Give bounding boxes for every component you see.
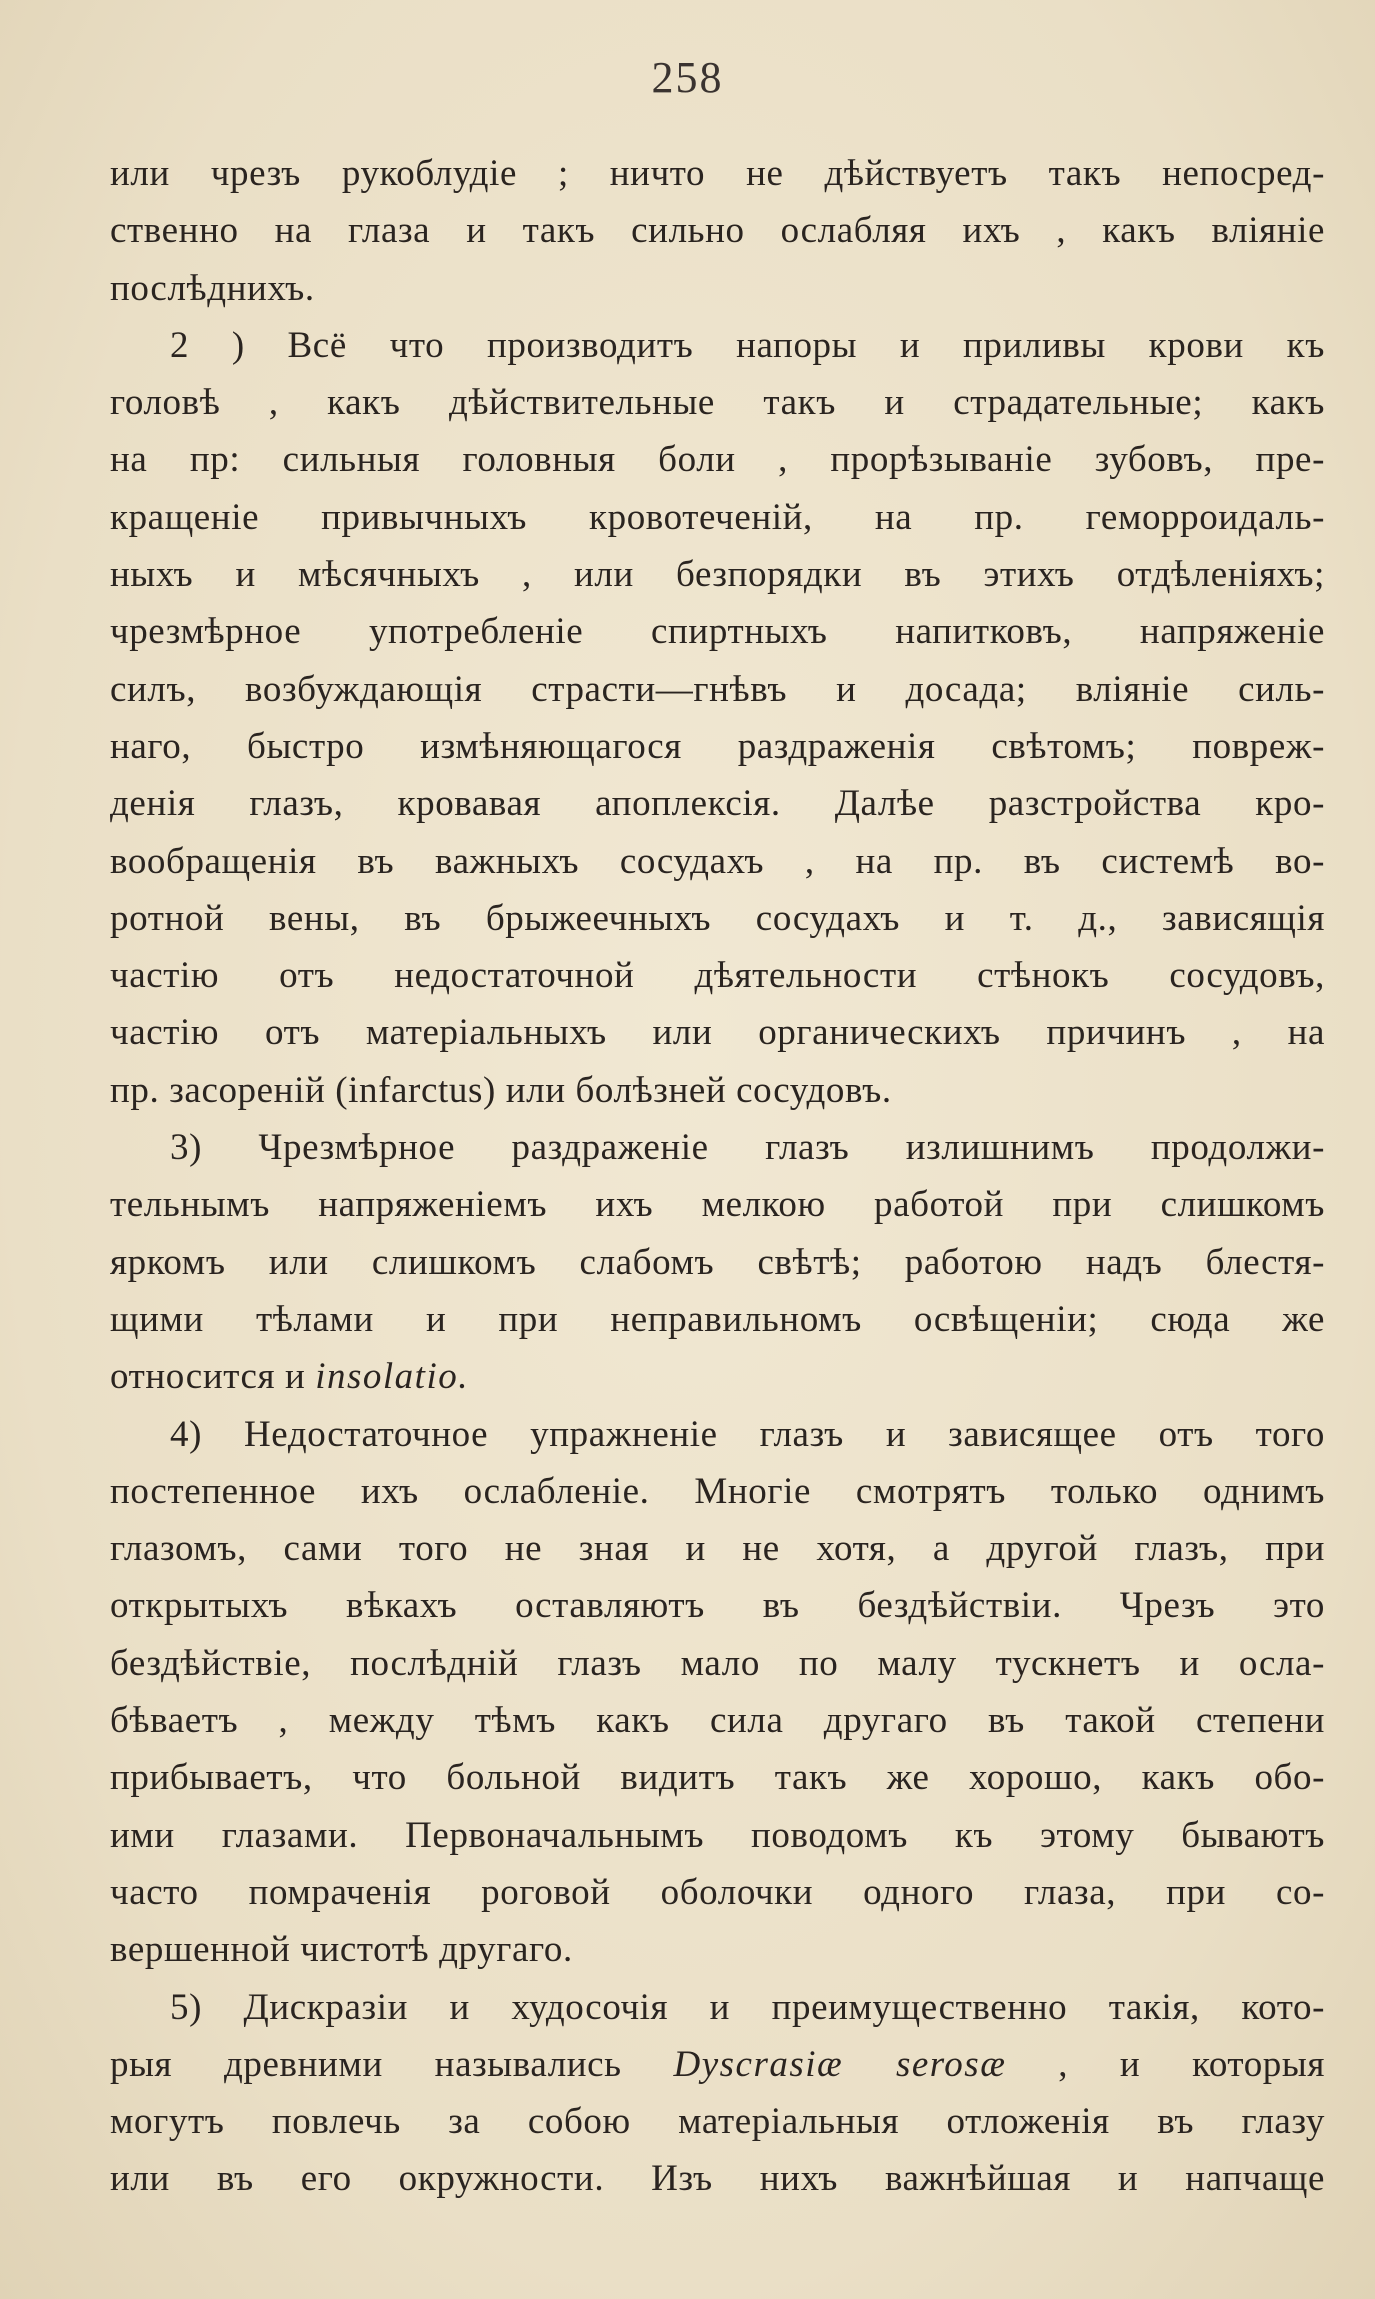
text-line: или чрезъ рукоблудіе ; ничто не дѣйствуетъ такъ непосред- bbox=[110, 153, 1325, 194]
text-line: 4) Недостаточное упражненіе глазъ и зависящее отъ того bbox=[170, 1413, 1325, 1455]
latin-term: Dyscrasiæ serosæ bbox=[673, 2043, 1007, 2085]
text-line: открытыхъ вѣкахъ оставляютъ въ бездѣйствіи. Чрезъ это bbox=[110, 1585, 1325, 1627]
text-line: тельнымъ напряженіемъ ихъ мелкою работой при слишкомъ bbox=[110, 1184, 1325, 1226]
text-line: постепенное ихъ ослабленіе. Многіе смотрятъ только однимъ bbox=[110, 1470, 1325, 1512]
text-line: частію отъ матеріальныхъ или органическихъ причинъ , на bbox=[110, 1012, 1325, 1054]
text-line: вершенной чистотѣ другаго. bbox=[110, 1929, 573, 1971]
text-line: на пр: сильныя головныя боли , прорѣзываніе зубовъ, пре- bbox=[110, 439, 1325, 481]
text-line: яркомъ или слишкомъ слабомъ свѣтѣ; работою надъ блестя- bbox=[110, 1241, 1325, 1283]
text-line: ротной вены, въ брыжеечныхъ сосудахъ и т. д., зависящія bbox=[110, 897, 1325, 939]
text-line: прибываетъ, что больной видитъ такъ же хорошо, какъ обо- bbox=[110, 1757, 1325, 1799]
text-line: чрезмѣрное употребленіе спиртныхъ напитковъ, напряженіе bbox=[110, 611, 1325, 653]
text-line: частію отъ недостаточной дѣятельности стѣнокъ сосудовъ, bbox=[110, 955, 1325, 997]
text-line: ныхъ и мѣсячныхъ , или безпорядки въ этихъ отдѣленіяхъ; bbox=[110, 554, 1325, 596]
text-line: 2 ) Всё что производитъ напоры и приливы крови къ bbox=[170, 324, 1325, 366]
text-line: вообращенія въ важныхъ сосудахъ , на пр. въ системѣ во- bbox=[110, 840, 1325, 882]
text-line: ственно на глаза и такъ сильно ослабляя ихъ , какъ вліяніе bbox=[110, 210, 1325, 252]
text-line: послѣднихъ. bbox=[110, 267, 315, 309]
text-line: головѣ , какъ дѣйствительные такъ и страдательные; какъ bbox=[110, 382, 1325, 424]
text-line: относится и insolatio. bbox=[110, 1356, 469, 1398]
text-line: 5) Дискразіи и худосочія и преимущественно такія, кото- bbox=[170, 1986, 1325, 2028]
text-line: часто помраченія роговой оболочки одного глаза, при со- bbox=[110, 1871, 1325, 1913]
body-text bbox=[110, 145, 1325, 2208]
text-line: или въ его окружности. Изъ нихъ важнѣйшая и напчаще bbox=[110, 2158, 1325, 2200]
text-line: силъ, возбуждающія страсти—гнѣвъ и досада; вліяніе силь- bbox=[110, 668, 1325, 710]
page-number: 258 bbox=[651, 53, 724, 102]
text-line: щими тѣлами и при неправильномъ освѣщеніи; сюда же bbox=[110, 1298, 1325, 1340]
text-line: наго, быстро измѣняющагося раздраженія свѣтомъ; повреж- bbox=[110, 725, 1325, 767]
text-line: ими глазами. Первоначальнымъ поводомъ къ этому бываютъ bbox=[110, 1814, 1325, 1856]
text-line: рыя древними назывались Dyscrasiæ serosæ , и которыя bbox=[110, 2043, 1325, 2085]
text-line: бѣваетъ , между тѣмъ какъ сила другаго въ такой степени bbox=[110, 1700, 1325, 1742]
text-line: денія глазъ, кровавая апоплексія. Далѣе разстройства кро- bbox=[110, 783, 1325, 825]
text-line: 3) Чрезмѣрное раздраженіе глазъ излишнимъ продолжи- bbox=[170, 1127, 1325, 1169]
text-line: бездѣйствіе, послѣдній глазъ мало по малу тускнетъ и осла- bbox=[110, 1642, 1325, 1684]
text-line: кращеніе привычныхъ кровотеченій, на пр. геморроидаль- bbox=[110, 496, 1325, 538]
text-line: могутъ повлечь за собою матеріальныя отложенія въ глазу bbox=[110, 2101, 1325, 2143]
text-line: глазомъ, сами того не зная и не хотя, а другой глазъ, при bbox=[110, 1528, 1325, 1570]
latin-term: insolatio. bbox=[315, 1356, 469, 1398]
text-line: пр. засореній (infarctus) или болѣзней сосудовъ. bbox=[110, 1069, 892, 1111]
